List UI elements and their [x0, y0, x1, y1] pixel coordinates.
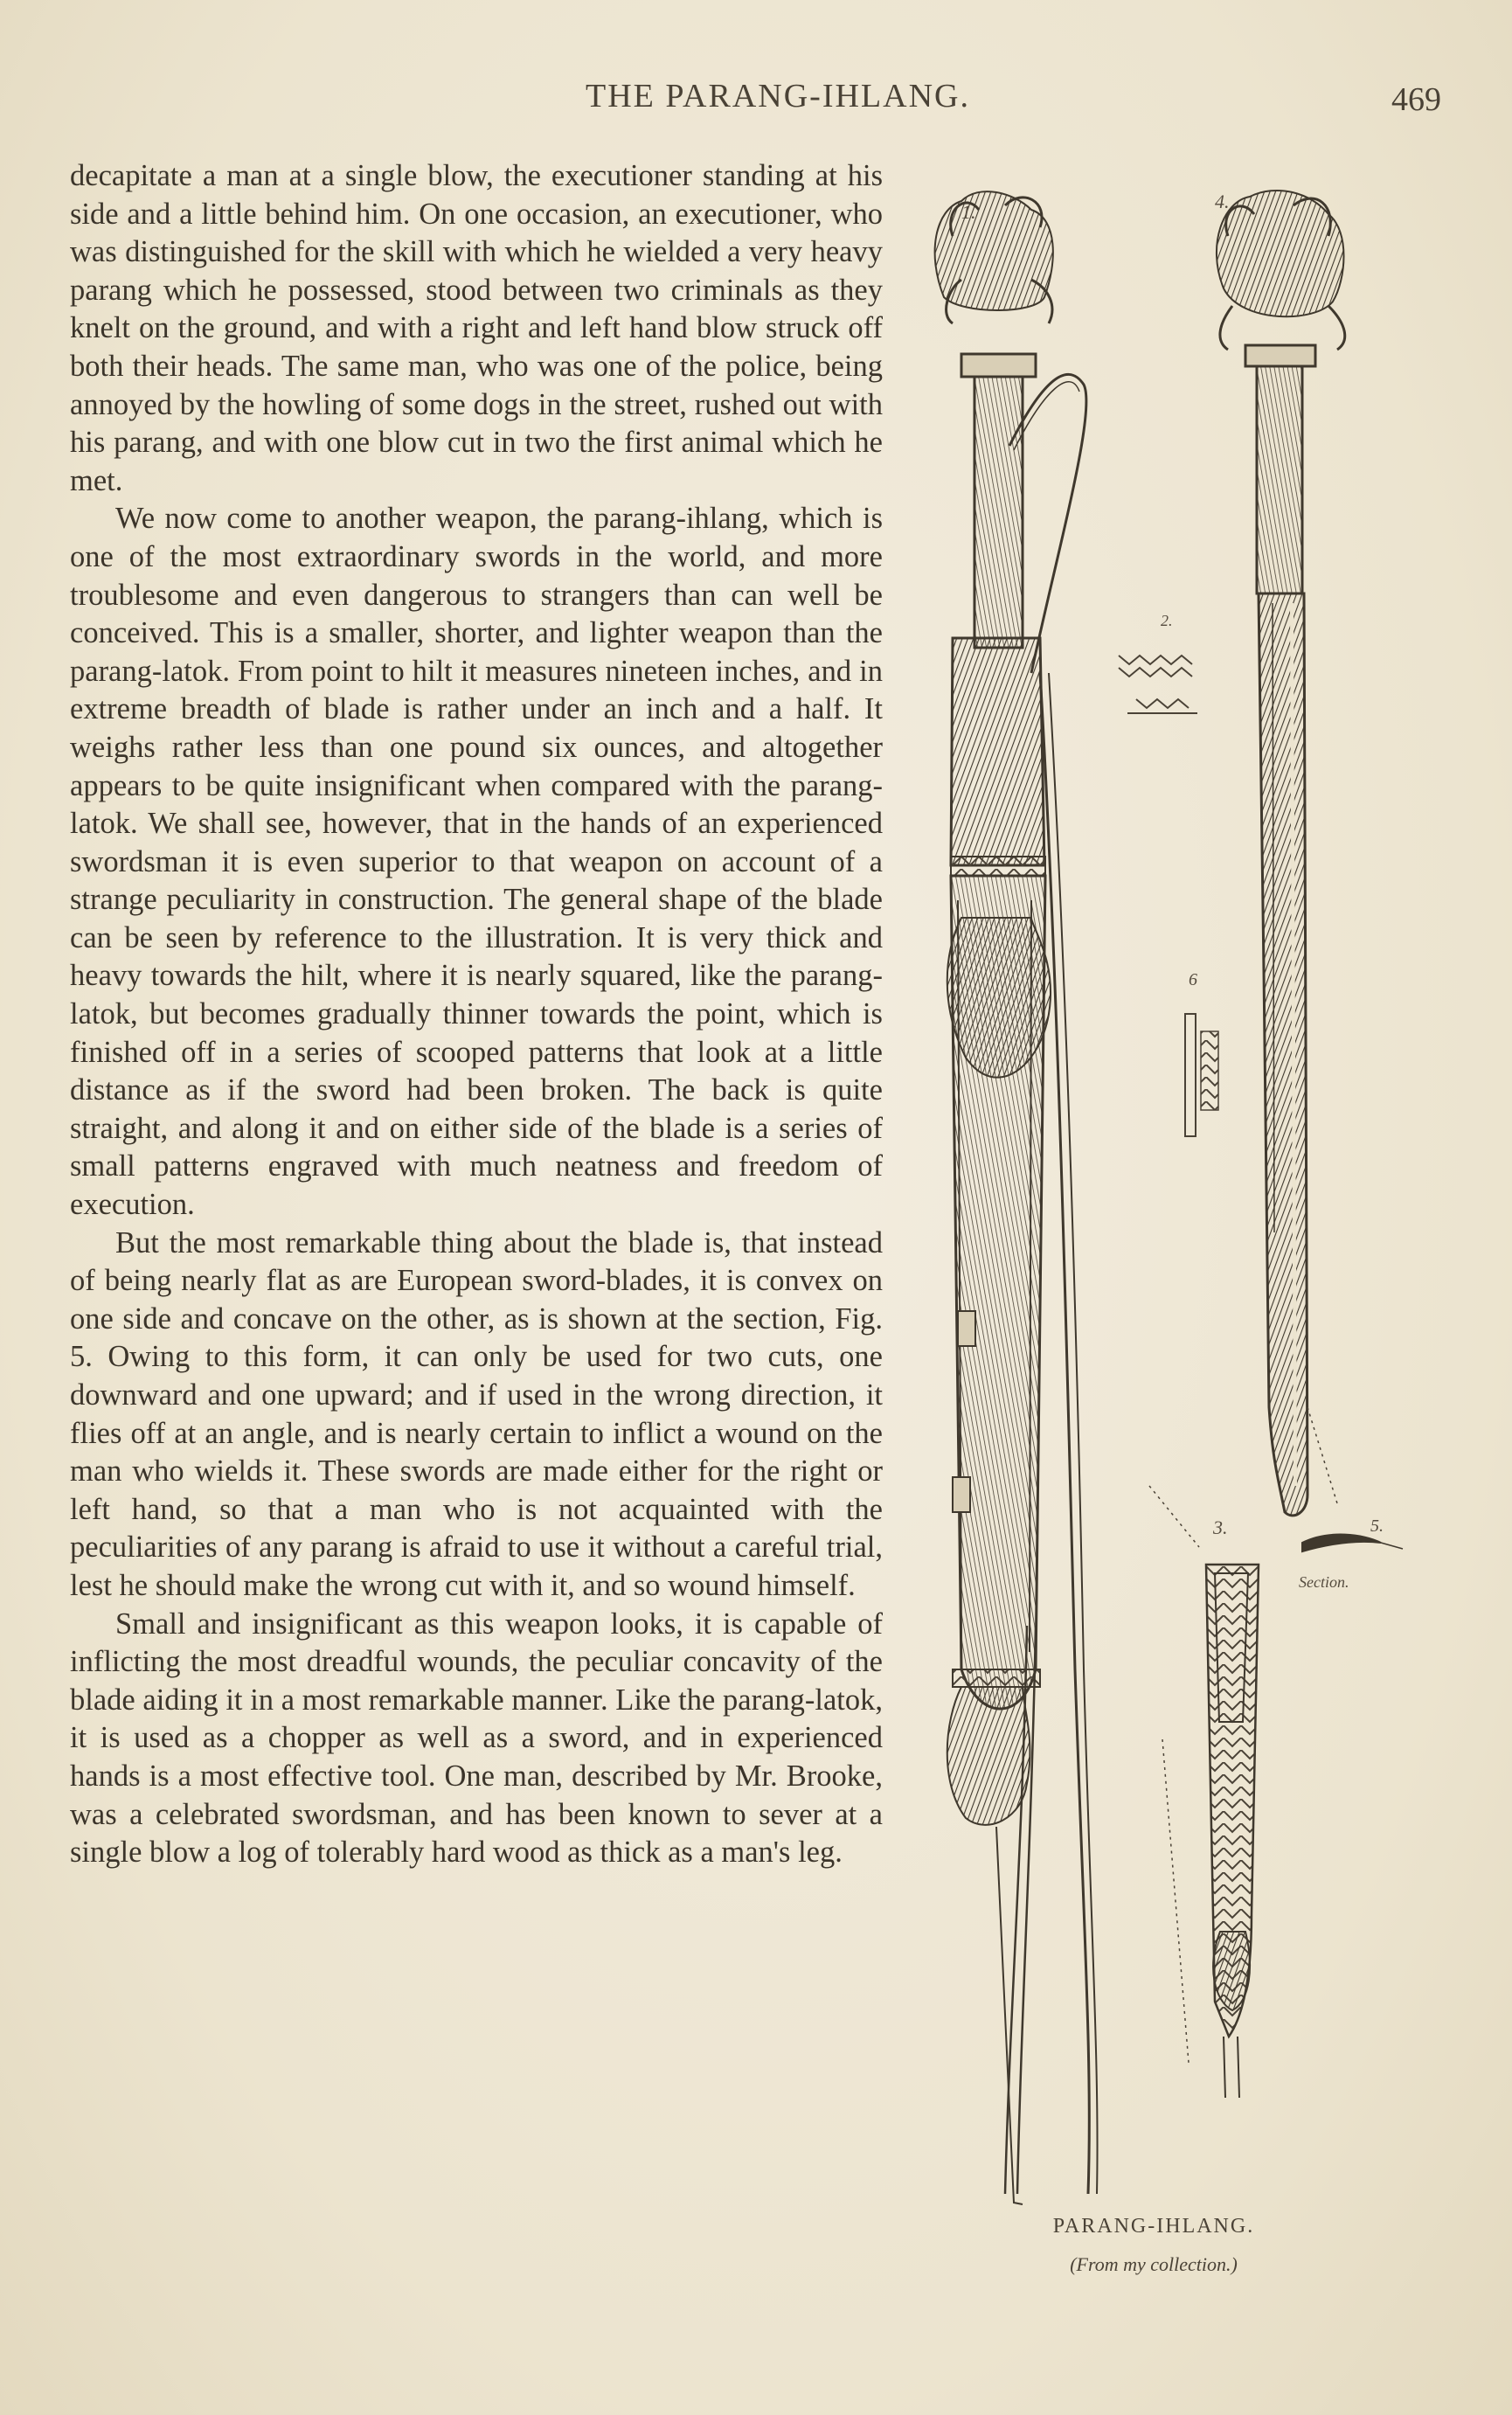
figure-label-3: 3.: [1213, 1516, 1228, 1538]
figure-label-1: 1.: [961, 201, 976, 223]
blade-section-drawing: [1302, 1535, 1403, 1551]
figure-caption-title: PARANG-IHLANG.: [1052, 2215, 1255, 2238]
section-label: Section.: [1299, 1573, 1349, 1591]
parang-illustration: [926, 184, 1486, 2211]
body-text: [70, 157, 883, 1872]
paragraph: decapitate a man at a single blow, the executioner standing at his side and a little behind him. On one occasion, an executioner, who was distinguished for the skill with which he wielded a very heavy parang which he possessed, stood between two criminals as they knelt on the ground, and with a right and left hand blow struck off both their heads. The same man, who was one of the police, being annoyed by the howling of some dogs in the street, rushed out with his parang, and with one blow cut in two the first animal which he met.: [70, 159, 883, 497]
unsheathed-blade-drawing: [1217, 191, 1345, 1516]
figure-label-5: 5.: [1370, 1516, 1384, 1536]
figure-label-4: 4.: [1215, 191, 1230, 212]
running-title: THE PARANG-IHLANG.: [586, 78, 970, 115]
sheathed-parang-drawing: [935, 191, 1098, 2204]
binding-detail: [1185, 1014, 1218, 1136]
paragraph: Small and insignificant as this weapon looks, it is capable of inflicting the most dreadful wounds, the peculiar concavity of the blade aiding it in a most remarkable manner. Like the parang-latok, it is used as a chopper as well as a sword, and in experienced hands is a most effective tool. One man, described by Mr. Brooke, was a celebrated swordsman, and has been known to sever at a single blow a log of tolerably hard wood as thick as a man's leg.: [70, 1607, 883, 1870]
figure-label-2: 2.: [1161, 612, 1173, 629]
paragraph: But the most remarkable thing about the blade is, that instead of being nearly flat as are European sword-blades, it is convex on one side and concave on the other, as is shown at the section, Fig. 5. Owing to this form, it can only be used for two cuts, one downward and one upward; and if used in the wrong direction, it flies off at an angle, and is nearly certain to inflict a wound on the man who wields it. These swords are made either for the right or left hand, so that a man who is not acquainted with the peculiarities of any parang is afraid to use it without a careful trial, lest he should make the wrong cut with it, and so wound himself.: [70, 1225, 883, 1602]
figure-caption-source: (From my collection.): [1070, 2253, 1238, 2275]
blade-pattern-detail: [1119, 656, 1197, 713]
figure-label-6: 6: [1189, 970, 1197, 989]
page-number: 469: [1391, 81, 1441, 118]
paragraph: We now come to another weapon, the parang-ihlang, which is one of the most extraordinary swords in the world, and more troublesome and even dangerous to strangers than can well be conceived. This is a smaller, shorter, and lighter weapon than the parang-latok. From point to hilt it measures nineteen inches, and in extreme breadth of blade is rather under an inch and a half. It weighs rather less than one pound six ounces, and altogether appears to be quite insignificant when compared with the parang-latok. We shall see, however, that in the hands of an experienced swordsman it is even superior to that weapon on account of a strange peculiarity in construction. The general shape of the blade can be seen by reference to the illustration. It is very thick and heavy towards the hilt, where it is nearly squared, like the parang-latok, but becomes gradually thinner towards the point, which is finished off in a series of scooped patterns that look at a little distance as if the sword had been broken. The back is quite straight, and along it and on either side of the blade is a series of small patterns engraved with much neatness and freedom of execution.: [70, 502, 883, 1222]
point-pattern-detail: [1149, 1407, 1337, 2098]
